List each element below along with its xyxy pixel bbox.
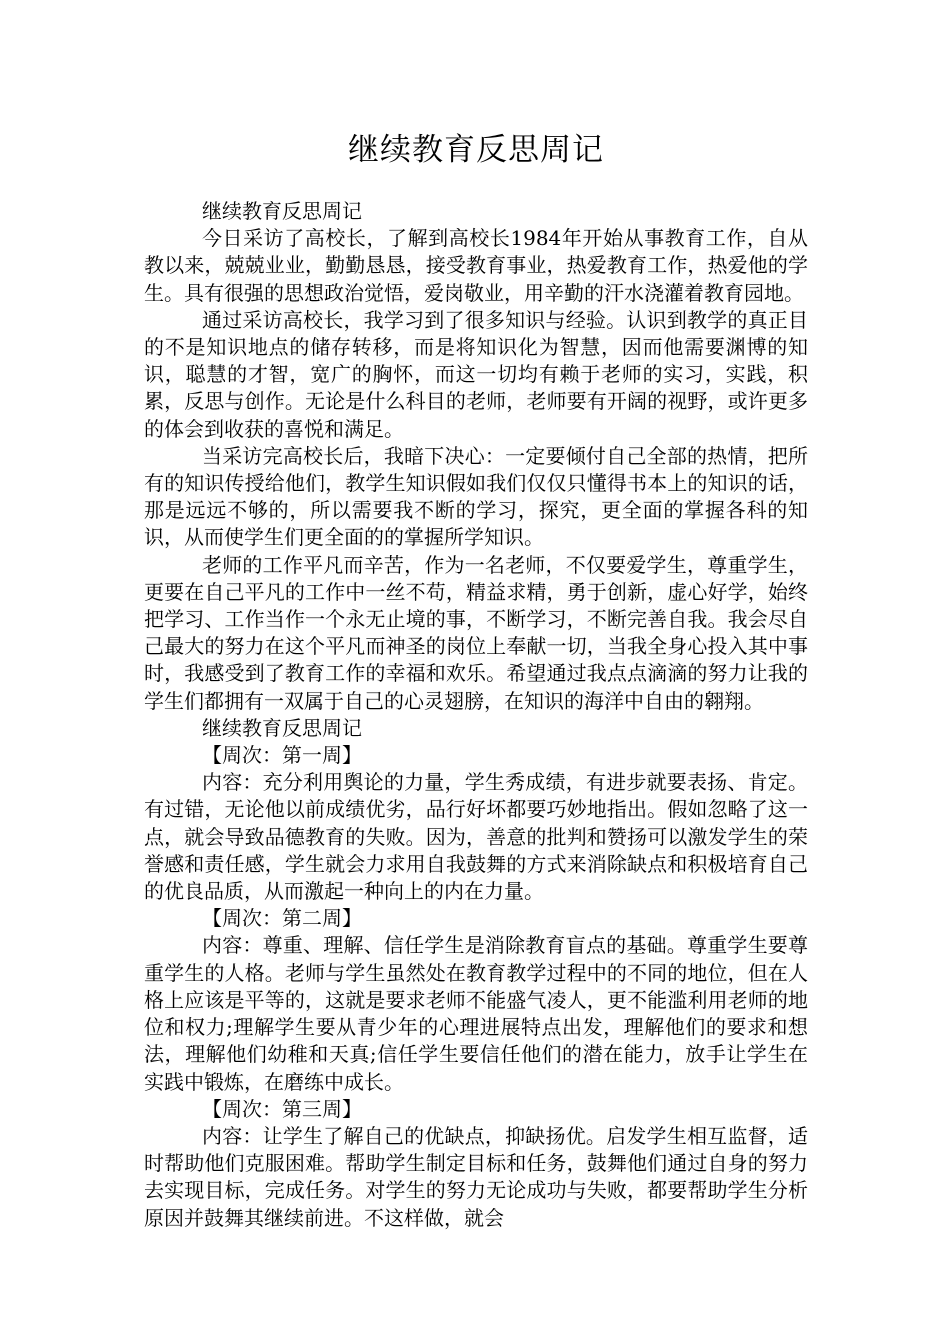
week-heading: 【周次：第三周】 bbox=[202, 1096, 362, 1121]
week-heading: 【周次：第二周】 bbox=[202, 906, 362, 931]
paragraph: 内容：让学生了解自己的优缺点，抑缺扬优。启发学生相互监督，适时帮助他们克服困难。帮助学生制定目标和任务，鼓舞他们通过自身的努力去实现目标，完成任务。对学生的努力无论成功与失败，都要帮助学生分析原因并鼓舞其继续前进。不这样做，就会 bbox=[144, 1123, 808, 1230]
document-body bbox=[144, 198, 808, 1232]
section-heading: 继续教育反思周记 bbox=[202, 715, 362, 740]
paragraph: 老师的工作平凡而辛苦，作为一名老师，不仅要爱学生，尊重学生，更要在自己平凡的工作中一丝不苟，精益求精，勇于创新，虚心好学，始终把学习、工作当作一个永无止境的事，不断学习，不断完善自我。我会尽自己最大的努力在这个平凡而神圣的岗位上奉献一切，当我全身心投入其中事时，我感受到了教育工作的幸福和欢乐。希望通过我点点滴滴的努力让我的学生们都拥有一双属于自己的心灵翅膀，在知识的海洋中自由的翱翔。 bbox=[144, 552, 808, 713]
paragraph: 今日采访了高校长，了解到高校长1984年开始从事教育工作，自从教以来，兢兢业业，勤勤恳恳，接受教育事业，热爱教育工作，热爱他的学生。具有很强的思想政治觉悟，爱岗敬业，用辛勤的汗水浇灌着教育园地。 bbox=[144, 226, 808, 305]
paragraph: 内容：尊重、理解、信任学生是消除教育盲点的基础。尊重学生要尊重学生的人格。老师与学生虽然处在教育教学过程中的不同的地位，但在人格上应该是平等的，这就是要求老师不能盛气凌人，更不能滥利用老师的地位和权力;理解学生要从青少年的心理进展特点出发，理解他们的要求和想法，理解他们幼稚和天真;信任学生要信任他们的潜在能力，放手让学生在实践中锻炼，在磨练中成长。 bbox=[144, 933, 808, 1094]
paragraph: 内容：充分利用舆论的力量，学生秀成绩，有进步就要表扬、肯定。有过错，无论他以前成绩优劣，品行好坏都要巧妙地指出。假如忽略了这一点，就会导致品德教育的失败。因为，善意的批判和赞扬可以激发学生的荣誉感和责任感，学生就会力求用自我鼓舞的方式来消除缺点和积极培育自己的优良品质，从而激起一种向上的内在力量。 bbox=[144, 770, 808, 904]
week-heading: 【周次：第一周】 bbox=[202, 743, 362, 768]
document-title: 继续教育反思周记 bbox=[348, 132, 604, 168]
document-page bbox=[144, 0, 808, 1344]
paragraph: 通过采访高校长，我学习到了很多知识与经验。认识到教学的真正目的不是知识地点的储存转移，而是将知识化为智慧，因而他需要渊博的知识，聪慧的才智，宽广的胸怀，而这一切均有赖于老师的实习，实践，积累，反思与创作。无论是什么科目的老师，老师要有开阔的视野，或许更多的体会到收获的喜悦和满足。 bbox=[144, 307, 808, 441]
paragraph-subtitle: 继续教育反思周记 bbox=[202, 199, 362, 223]
paragraph: 当采访完高校长后，我暗下决心：一定要倾付自己全部的热情，把所有的知识传授给他们，教学生知识假如我们仅仅只懂得书本上的知识的话，那是远远不够的，所以需要我不断的学习，探究，更全面的掌握各科的知识，从而使学生们更全面的的掌握所学知识。 bbox=[144, 443, 808, 550]
